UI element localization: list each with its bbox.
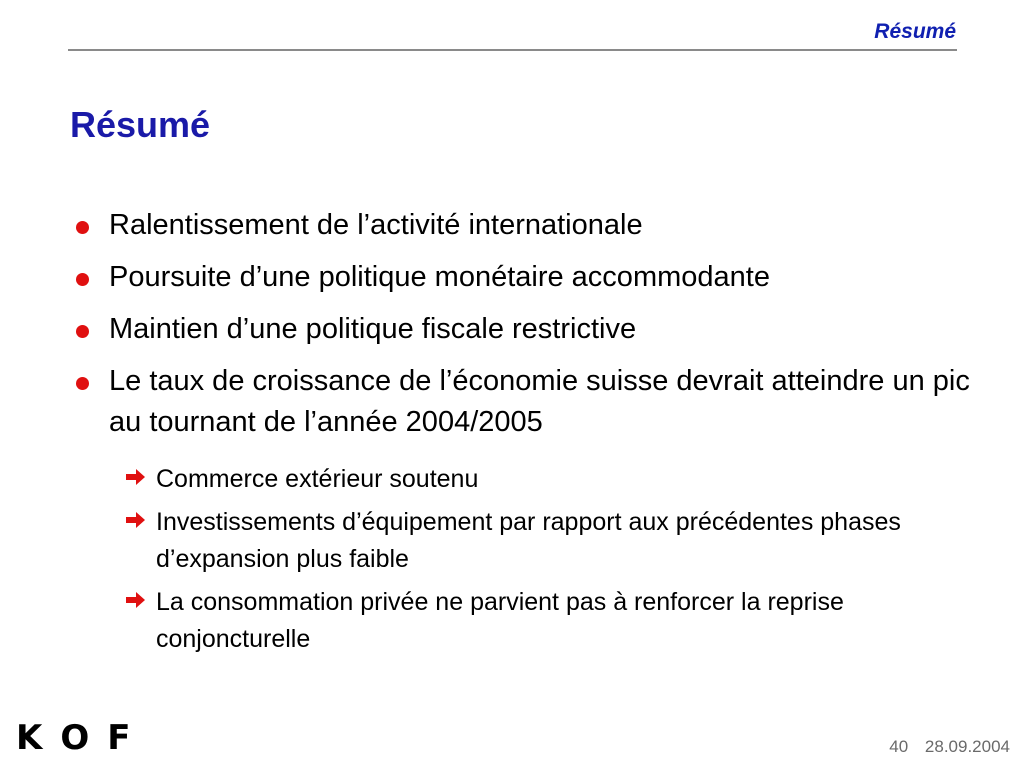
subbullet-item [122,584,962,658]
logo-letter: O [60,718,90,758]
bullet-text: Ralentissement de l’activité internationale [109,209,643,241]
page-number: 40 [889,737,909,756]
footer [889,737,1010,757]
subbullet-item [122,504,962,578]
kof-logo [16,718,149,758]
logo-letter: K [16,718,43,758]
header-divider [68,49,957,51]
red-dot-icon [76,377,89,390]
subbullet-list [122,461,962,664]
red-arrow-icon [124,466,146,488]
subbullet-text: La consommation privée ne parvient pas à renforcer la reprise conjoncturelle [156,588,844,653]
logo-letter: F [107,718,131,758]
footer-date: 28.09.2004 [924,737,1010,756]
bullet-item [72,309,972,350]
subbullet-text: Investissements d’équipement par rapport aux précédentes phases d’expansion plus faible [156,508,901,573]
header-title: Résumé [874,20,956,43]
page-title: Résumé [70,104,211,145]
red-dot-icon [76,273,89,286]
subbullet-item [122,461,962,498]
bullet-text: Poursuite d’une politique monétaire accommodante [109,261,770,293]
red-dot-icon [76,221,89,234]
bullet-item [72,361,972,443]
red-arrow-icon [124,589,146,611]
bullet-item [72,205,972,246]
bullet-item [72,257,972,298]
red-arrow-icon [124,509,146,531]
bullet-text: Le taux de croissance de l’économie suisse devrait atteindre un pic au tournant de l’année 2004/2005 [109,365,970,438]
subbullet-text: Commerce extérieur soutenu [156,465,479,493]
bullet-text: Maintien d’une politique fiscale restrictive [109,313,637,345]
bullet-list [72,205,972,454]
red-dot-icon [76,325,89,338]
